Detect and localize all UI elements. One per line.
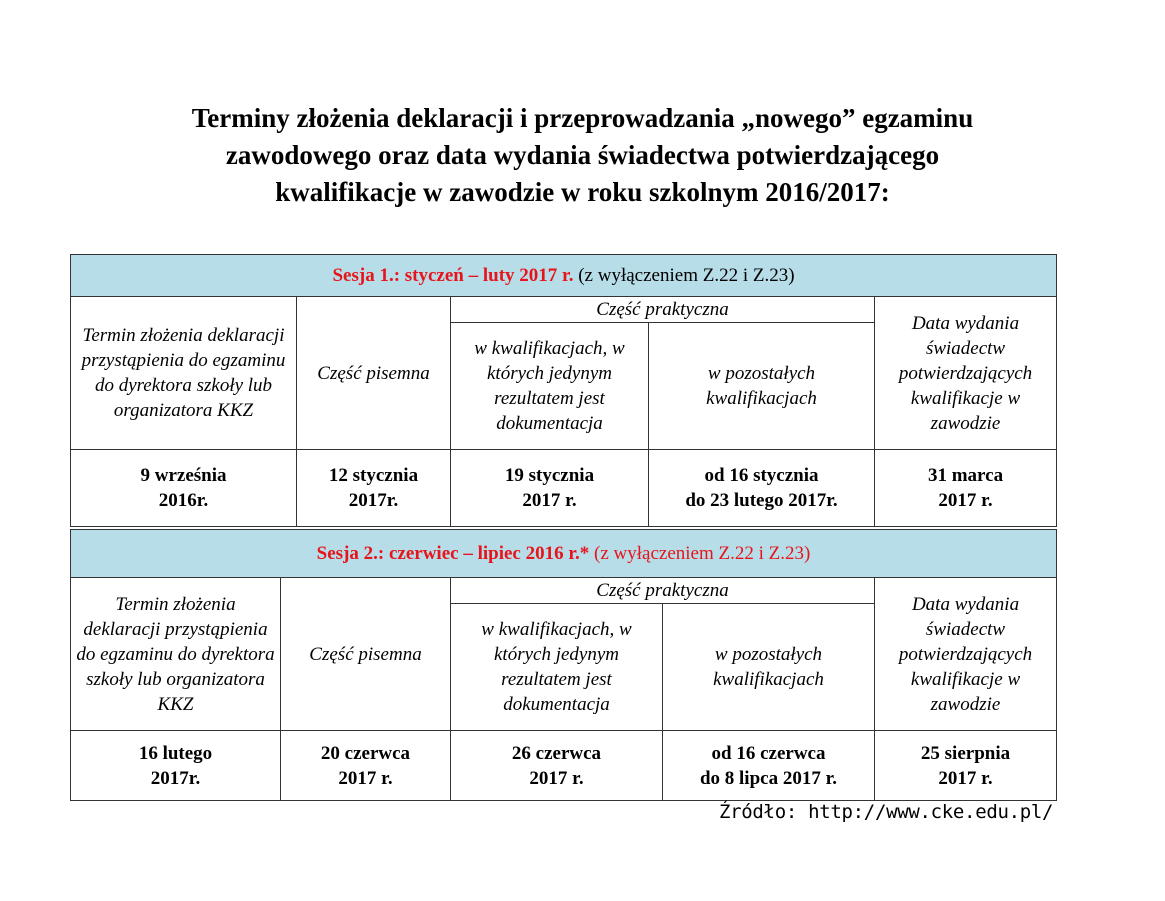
session-1-certificate-date: 31 marca 2017 r. [875,450,1057,527]
session-1-written-date: 12 stycznia 2017r. [297,450,451,527]
session-2-declaration-date: 16 lutego 2017r. [71,731,281,801]
session-1-col-written: Część pisemna [297,297,451,450]
session-2-col-practical: Część praktyczna [451,578,875,604]
title-line-1: Terminy złożenia deklaracji i przeprowadzania „nowego” egzaminu [191,103,974,133]
session-1-note: (z wyłączeniem Z.22 i Z.23) [573,265,795,286]
session-2-note: (z wyłączeniem Z.22 i Z.23) [589,543,811,564]
session-2-col-practical-doc: w kwalifikacjach, w których jedynym rezultatem jest dokumentacja [451,604,663,731]
document-title [70,100,1095,211]
session-2-certificate-date: 25 sierpnia 2017 r. [875,731,1057,801]
session-2-col-practical-other: w pozostałych kwalifikacjach [663,604,875,731]
session-2-table [70,529,1057,801]
session-1-practical-other-date: od 16 stycznia do 23 lutego 2017r. [649,450,875,527]
session-2-col-declaration: Termin złożenia deklaracji przystąpienia do egzaminu do dyrektora szkoły lub organizatora KKZ [71,578,281,731]
title-line-3: kwalifikacje w zawodzie w roku szkolnym 2016/2017: [275,177,890,207]
session-1-col-practical: Część praktyczna [451,297,875,323]
session-1-declaration-date: 9 września 2016r. [71,450,297,527]
session-1-col-practical-doc: w kwalifikacjach, w których jedynym rezultatem jest dokumentacja [451,323,649,450]
session-1-practical-doc-date: 19 stycznia 2017 r. [451,450,649,527]
session-1-col-practical-other: w pozostałych kwalifikacjach [649,323,875,450]
session-2-header [71,530,1057,578]
session-2-practical-other-date: od 16 czerwca do 8 lipca 2017 r. [663,731,875,801]
session-2-col-certificate: Data wydania świadectw potwierdzających kwalifikacje w zawodzie [875,578,1057,731]
session-2-written-date: 20 czerwca 2017 r. [281,731,451,801]
session-1-name: Sesja 1.: styczeń – luty 2017 r. [332,265,574,286]
session-1-header [71,255,1057,297]
session-1-col-certificate: Data wydania świadectw potwierdzających kwalifikacje w zawodzie [875,297,1057,450]
session-2-name: Sesja 2.: czerwiec – lipiec 2016 r.* [316,543,590,564]
source-note: Źródło: http://www.cke.edu.pl/ [719,801,1054,823]
title-line-2: zawodowego oraz data wydania świadectwa potwierdzającego [225,140,940,170]
session-1-col-declaration: Termin złożenia deklaracji przystąpienia do egzaminu do dyrektora szkoły lub organizatora KKZ [71,297,297,450]
session-2-practical-doc-date: 26 czerwca 2017 r. [451,731,663,801]
session-1-table [70,254,1057,527]
session-2-col-written: Część pisemna [281,578,451,731]
